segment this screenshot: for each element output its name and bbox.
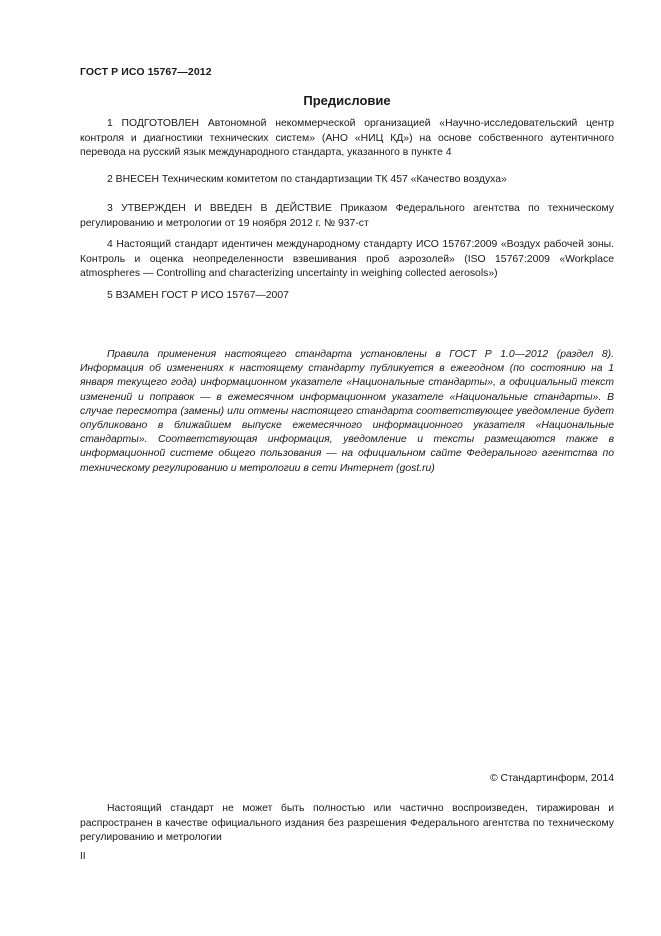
preface-item-4: 4 Настоящий стандарт идентичен международному стандарту ИСО 15767:2009 «Воздух рабочей зоны. Контроль и оценка неопределенности взвешивания проб аэрозолей» (ISO 15767:2009 «Workplace atmospheres — Controlling and characterizing uncertainty in weighing collected aerosols») <box>80 239 614 279</box>
application-rules-notice: Правила применения настоящего стандарта установлены в ГОСТ Р 1.0—2012 (раздел 8). Информация об изменениях к настоящему стандарту публикуется в ежегодном (по состоянию на 1 января текущего года) информационном указателе «Национальные стандарты», а официальный текст изменений и поправок — в ежемесячном информационном указателе «Национальные стандарты». В случае пересмотра (замены) или отмены настоящего стандарта соответствующее уведомление будет опубликовано в ближайшем выпуске ежемесячного информационного указателя «Национальные стандарты». Соответствующая информация, уведомление и тексты размещаются также в информационной системе общего пользования — на официальном сайте Федерального агентства по техническому регулированию и метрологии в сети Интернет (gost.ru) <box>80 349 614 474</box>
page-number: II <box>80 851 86 862</box>
preface-item-5: 5 ВЗАМЕН ГОСТ Р ИСО 15767—2007 <box>107 290 289 301</box>
preface-item-3: 3 УТВЕРЖДЕН И ВВЕДЕН В ДЕЙСТВИЕ Приказом Федерального агентства по техническому регулированию и метрологии от 19 ноября 2012 г. № 937-ст <box>80 203 614 229</box>
preface-item-1: 1 ПОДГОТОВЛЕН Автономной некоммерческой организацией «Научно-исследовательский центр контроля и диагностики технических систем» (АНО «НИЦ КД») на основе собственного аутентичного перевода на русский язык международного стандарта, указанного в пункте 4 <box>80 118 614 158</box>
preface-item-2: 2 ВНЕСЕН Техническим комитетом по стандартизации ТК 457 «Качество воздуха» <box>107 174 507 185</box>
reproduction-notice: Настоящий стандарт не может быть полностью или частично воспроизведен, тиражирован и распространен в качестве официального издания без разрешения Федерального агентства по техническому регулированию и метрологии <box>80 803 614 843</box>
page-title: Предисловие <box>303 93 391 108</box>
document-id: ГОСТ Р ИСО 15767—2012 <box>80 66 212 78</box>
copyright-notice: © Стандартинформ, 2014 <box>489 773 614 784</box>
